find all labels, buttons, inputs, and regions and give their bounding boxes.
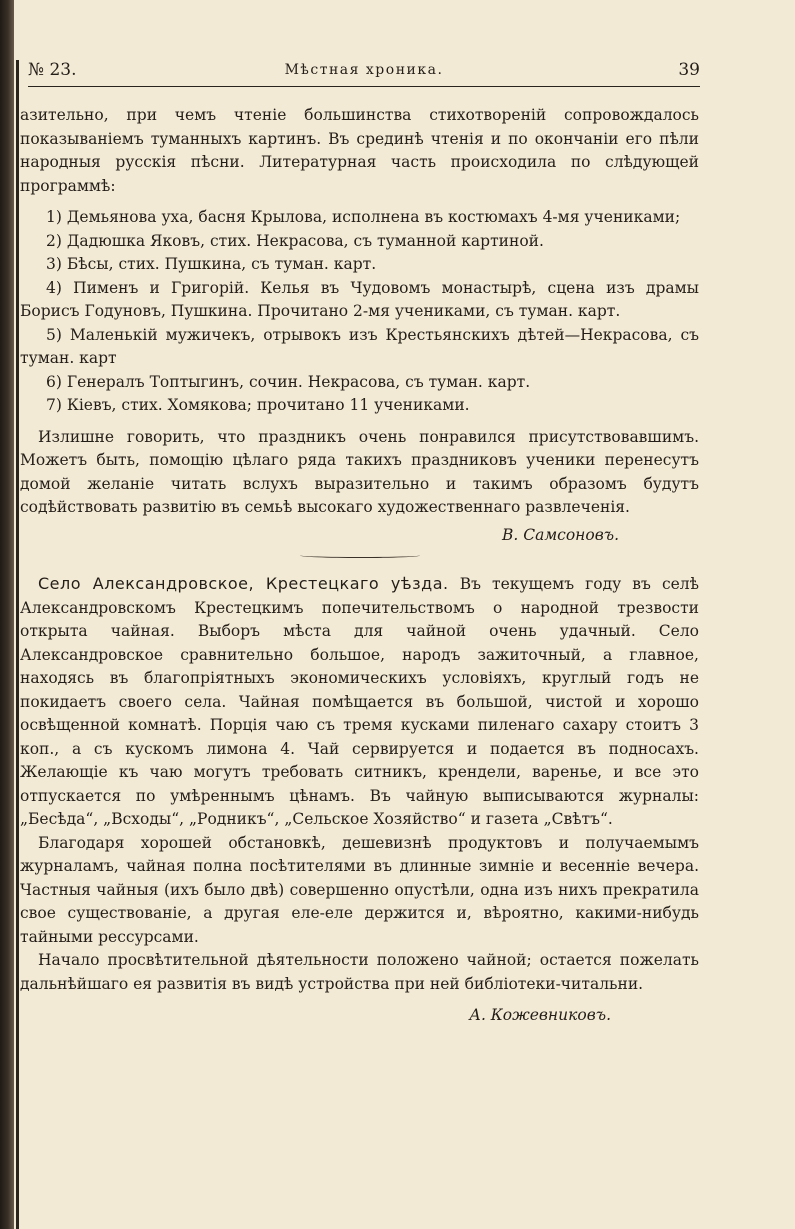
- program-item: 6) Генералъ Топтыгинъ, сочин. Некрасова, съ туман. карт.: [46, 372, 531, 391]
- program-item: 2) Дадюшка Яковъ, стих. Некрасова, съ туманной картиной.: [46, 231, 544, 250]
- intro-line: его пѣли народныя русскія пѣсни. Литературная часть происходила по: [20, 129, 699, 171]
- issue-number: № 23.: [28, 60, 77, 80]
- program-item: 1) Демьянова уха, басня Крылова, исполнена въ костюмахъ 4-мя учениками;: [46, 208, 681, 226]
- chronicle-paragraph-2: Благодаря хорошей обстановкѣ, дешевизнѣ продуктовъ и получаемымъ журналамъ, чайная полна посѣтителями въ длинные зимніе и весенніе вечера. Частныя чайныя (ихъ было двѣ) совершенно опустѣли, одна изъ нихъ прекратила свое существованіе, а другая еле-еле держится и, вѣроятно, какими-нибудь тайными рессурсами.: [20, 833, 699, 946]
- intro-line: слѣдующей программѣ:: [20, 153, 699, 195]
- body-text: [20, 104, 699, 1028]
- intro-line: показываніемъ туманныхъ картинъ. Въ срединѣ чтенія и по окончаніи: [20, 129, 619, 148]
- program-item: 7) Кіевъ, стих. Хомякова; прочитано 11 учениками.: [46, 396, 470, 414]
- spine-edge: [16, 60, 19, 1229]
- intro-line: азительно, при чемъ чтеніе большинства стихотвореній сопровождалось: [20, 106, 699, 124]
- paragraph-text: Въ текущемъ году въ селѣ Александровскомъ Крестецкимъ попечительствомъ о народной трезвости открыта чайная. Выборъ мѣста для чайной очень удачный. Село Александровское сравнительно большое, народъ зажиточный, а главное, находясь въ благопріятныхъ экономическихъ условіяхъ, круглый годъ не покидаетъ своего села. Чайная помѣщается въ большой, чистой и хорошо освѣщенной комнатѣ. Порція чаю съ тремя кусками пиленаго сахару стоитъ 3 коп., а съ кускомъ лимона 4. Чай сервируется и подается въ подносахъ. Желающіе къ чаю могутъ требовать ситникъ, крендели, варенье, и все это отпускается по умѣреннымъ цѣнамъ. Въ чайную выписываются журналы: „Бесѣда“, „Всходы“, „Родникъ“, „Сельское Хозяйство“ и газета „Свѣтъ“.: [20, 575, 700, 828]
- section-divider: [300, 553, 420, 558]
- book-binding: [0, 0, 14, 1229]
- running-header: [28, 58, 700, 84]
- place-heading: Село Александровское, Крестецкаго уѣзда.: [38, 574, 449, 593]
- program-item: 4) Пименъ и Григорій. Келья въ Чудовомъ монастырѣ, сцена изъ драмы Борисъ Годуновъ, Пушкина. Прочитано 2-мя учениками, съ туман. карт.: [20, 278, 699, 320]
- conclusion-paragraph: Излишне говорить, что праздникъ очень понравился присутствовавшимъ. Можетъ быть, помощію цѣлаго ряда такихъ праздниковъ ученики перенесутъ домой желаніе читать вслухъ выразительно и такимъ образомъ будутъ содѣйствовать развитію въ семьѣ высокаго художественнаго развлеченія.: [20, 427, 699, 516]
- section-title: Мѣстная хроника.: [284, 62, 444, 78]
- chronicle-paragraph: [20, 572, 699, 832]
- program-item: 5) Маленькій мужичекъ, отрывокъ изъ Крестьянскихъ дѣтей—Некрасова, съ туман. карт: [20, 325, 699, 367]
- page-number: 39: [678, 60, 700, 80]
- program-list: [20, 206, 699, 418]
- author-signature: В. Самсоновъ.: [501, 525, 619, 544]
- program-item: 3) Бѣсы, стих. Пушкина, съ туман. карт.: [46, 255, 377, 273]
- intro-paragraph: [20, 104, 699, 198]
- chronicle-paragraph-3: Начало просвѣтительной дѣятельности положено чайной; остается пожелать дальнѣйшаго ея развитія въ видѣ устройства при ней библіотеки-читальни.: [20, 951, 699, 993]
- header-rule: [28, 86, 700, 87]
- author-signature-2: А. Кожевниковъ.: [469, 1006, 611, 1024]
